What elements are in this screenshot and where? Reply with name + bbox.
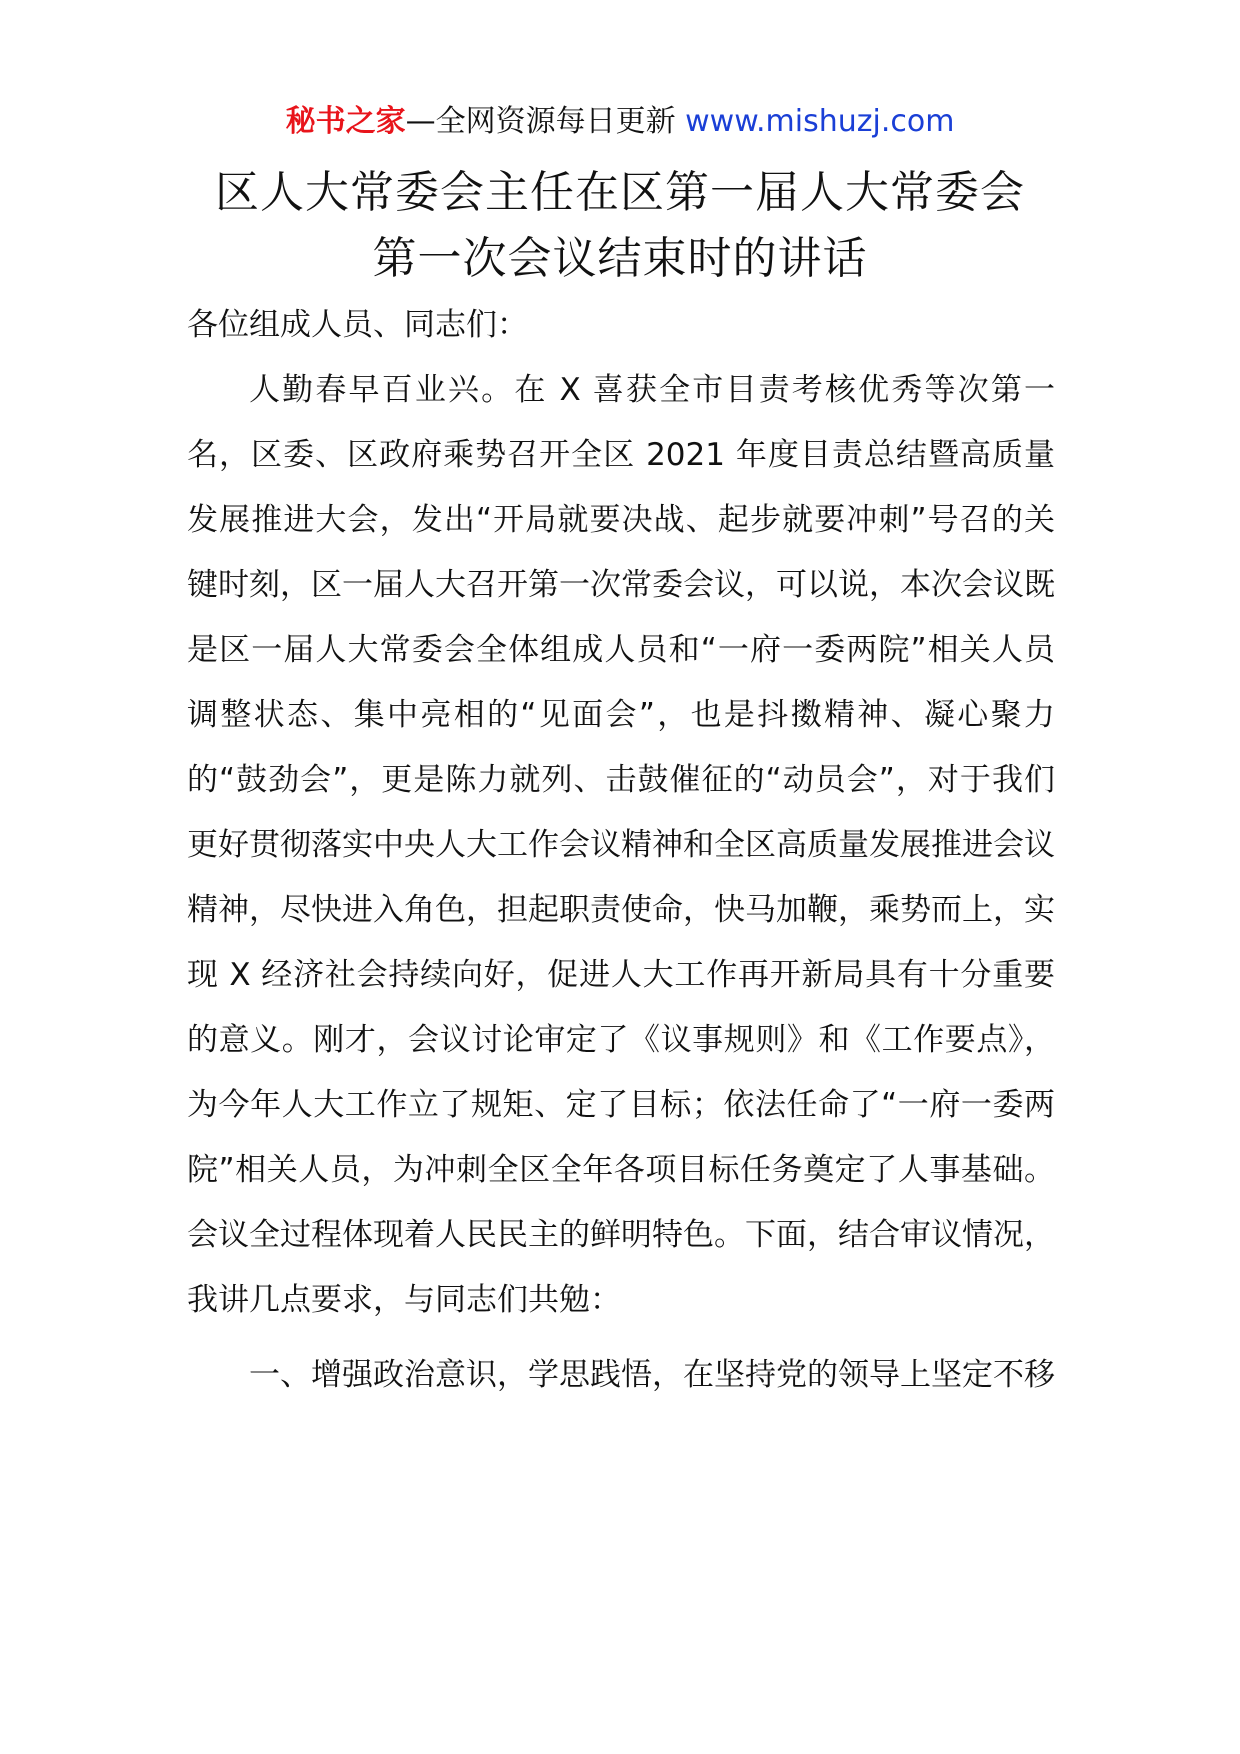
title-line-1: 区人大常委会主任在区第一届人大常委会 bbox=[215, 167, 1025, 218]
brand-name: 秘书之家 bbox=[285, 104, 406, 139]
document-title bbox=[120, 160, 1120, 292]
salutation: 各位组成人员、同志们： bbox=[187, 307, 528, 343]
site-url-link[interactable]: www.mishuzj.com bbox=[685, 104, 955, 139]
paragraph: 人勤春早百业兴。在 X 喜获全市目责考核优秀等次第一名，区委、区政府乘势召开全区 2021 年度目责总结暨高质量发展推进大会，发出“开局就要决战、起步就要冲刺”号召的关键时刻，区一届人大召开第一次常委会议，可以说，本次会议既是区一届人大常委会全体组成人员和“一府一委两院”相关人员调整状态、集中亮相的“见面会”，也是抖擞精神、凝心聚力的“鼓劲会”，更是陈力就列、击鼓催征的“动员会”，对于我们更好贯彻落实中央人大工作会议精神和全区高质量发展推进会议精神，尽快进入角色，担起职责使命，快马加鞭，乘势而上，实现 X 经济社会持续向好，促进人大工作再开新局具有十分重要的意义。刚才，会议讨论审定了《议事规则》和《工作要点》，为今年人大工作立了规矩、定了目标；依法任命了“一府一委两院”相关人员，为冲刺全区全年各项目标任务奠定了人事基础。会议全过程体现着人民民主的鲜明特色。下面，结合审议情况，我讲几点要求，与同志们共勉： bbox=[187, 372, 1055, 1318]
section-heading: 一、增强政治意识，学思践悟，在坚持党的领导上坚定不移 bbox=[249, 1357, 1055, 1393]
document-body bbox=[187, 293, 1055, 1408]
site-header bbox=[0, 100, 1240, 144]
title-line-2: 第一次会议结束时的讲话 bbox=[372, 233, 868, 284]
header-tagline: —全网资源每日更新 bbox=[405, 104, 676, 139]
